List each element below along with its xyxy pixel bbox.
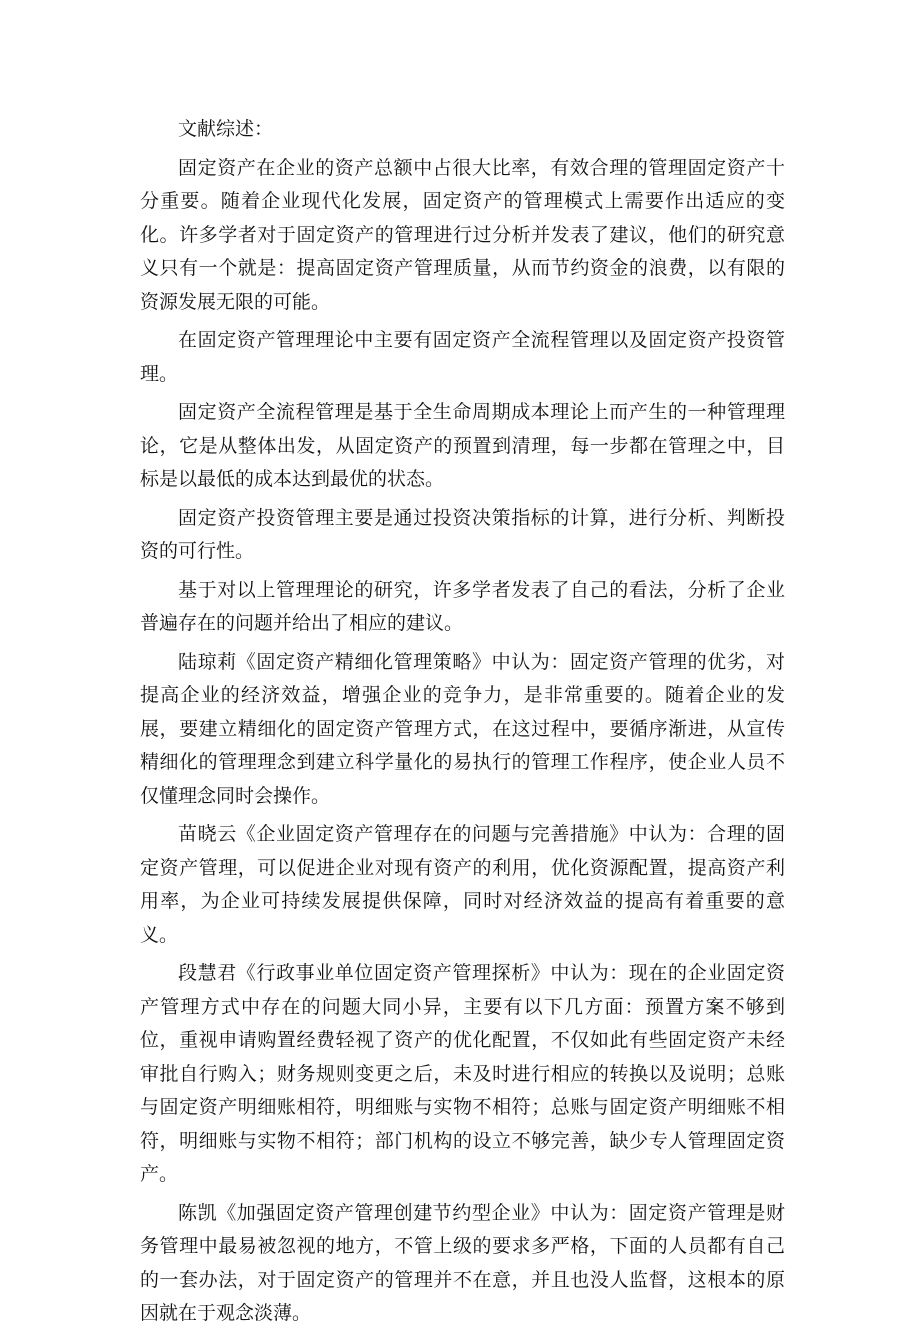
- document-body: [140, 113, 785, 1336]
- paragraph-miao-xiaoyun: 苗晓云《企业固定资产管理存在的问题与完善措施》中认为：合理的固定资产管理，可以促进企业对现有资产的利用，优化资源配置，提高资产利用率，为企业可持续发展提供保障，同时对经济效益的提高有着重要的意义。: [140, 823, 785, 946]
- paragraph-investment: 固定资产投资管理主要是通过投资决策指标的计算，进行分析、判断投资的可行性。: [140, 506, 785, 562]
- paragraph-scholars: 基于对以上管理理论的研究，许多学者发表了自己的看法，分析了企业普遍存在的问题并给出了相应的建议。: [140, 578, 785, 634]
- paragraph-lu-qiongli: 陆琼莉《固定资产精细化管理策略》中认为：固定资产管理的优劣，对提高企业的经济效益，增强企业的竞争力，是非常重要的。随着企业的发展，要建立精细化的固定资产管理方式，在这过程中，要循序渐进，从宣传精细化的管理理念到建立科学量化的易执行的管理工作程序，使企业人员不仅懂理念同时会操作。: [140, 650, 785, 807]
- paragraph-theories: 在固定资产管理理论中主要有固定资产全流程管理以及固定资产投资管理。: [140, 329, 785, 385]
- paragraph-intro: 固定资产在企业的资产总额中占很大比率，有效合理的管理固定资产十分重要。随着企业现代化发展，固定资产的管理模式上需要作出适应的变化。许多学者对于固定资产的管理进行过分析并发表了建议，他们的研究意义只有一个就是：提高固定资产管理质量，从而节约资金的浪费，以有限的资源发展无限的可能。: [140, 156, 785, 313]
- section-heading: 文献综述：: [178, 118, 274, 140]
- paragraph-chen-kai: 陈凯《加强固定资产管理创建节约型企业》中认为：固定资产管理是财务管理中最易被忽视的地方，不管上级的要求多严格，下面的人员都有自己的一套办法，对于固定资产的管理并不在意，并且也没人监督，这根本的原因就在于观念淡薄。: [140, 1201, 785, 1324]
- paragraph-duan-huijun: 段慧君《行政事业单位固定资产管理探析》中认为：现在的企业固定资产管理方式中存在的问题大同小异，主要有以下几方面：预置方案不够到位，重视申请购置经费轻视了资产的优化配置，不仅如此有些固定资产未经审批自行购入；财务规则变更之后，未及时进行相应的转换以及说明；总账与固定资产明细账相符，明细账与实物不相符；总账与固定资产明细账不相符，明细账与实物不相符；部门机构的设立不够完善，缺少专人管理固定资产。: [140, 962, 785, 1185]
- paragraph-full-process: 固定资产全流程管理是基于全生命周期成本理论上而产生的一种管理理论，它是从整体出发，从固定资产的预置到清理，每一步都在管理之中，目标是以最低的成本达到最优的状态。: [140, 401, 785, 490]
